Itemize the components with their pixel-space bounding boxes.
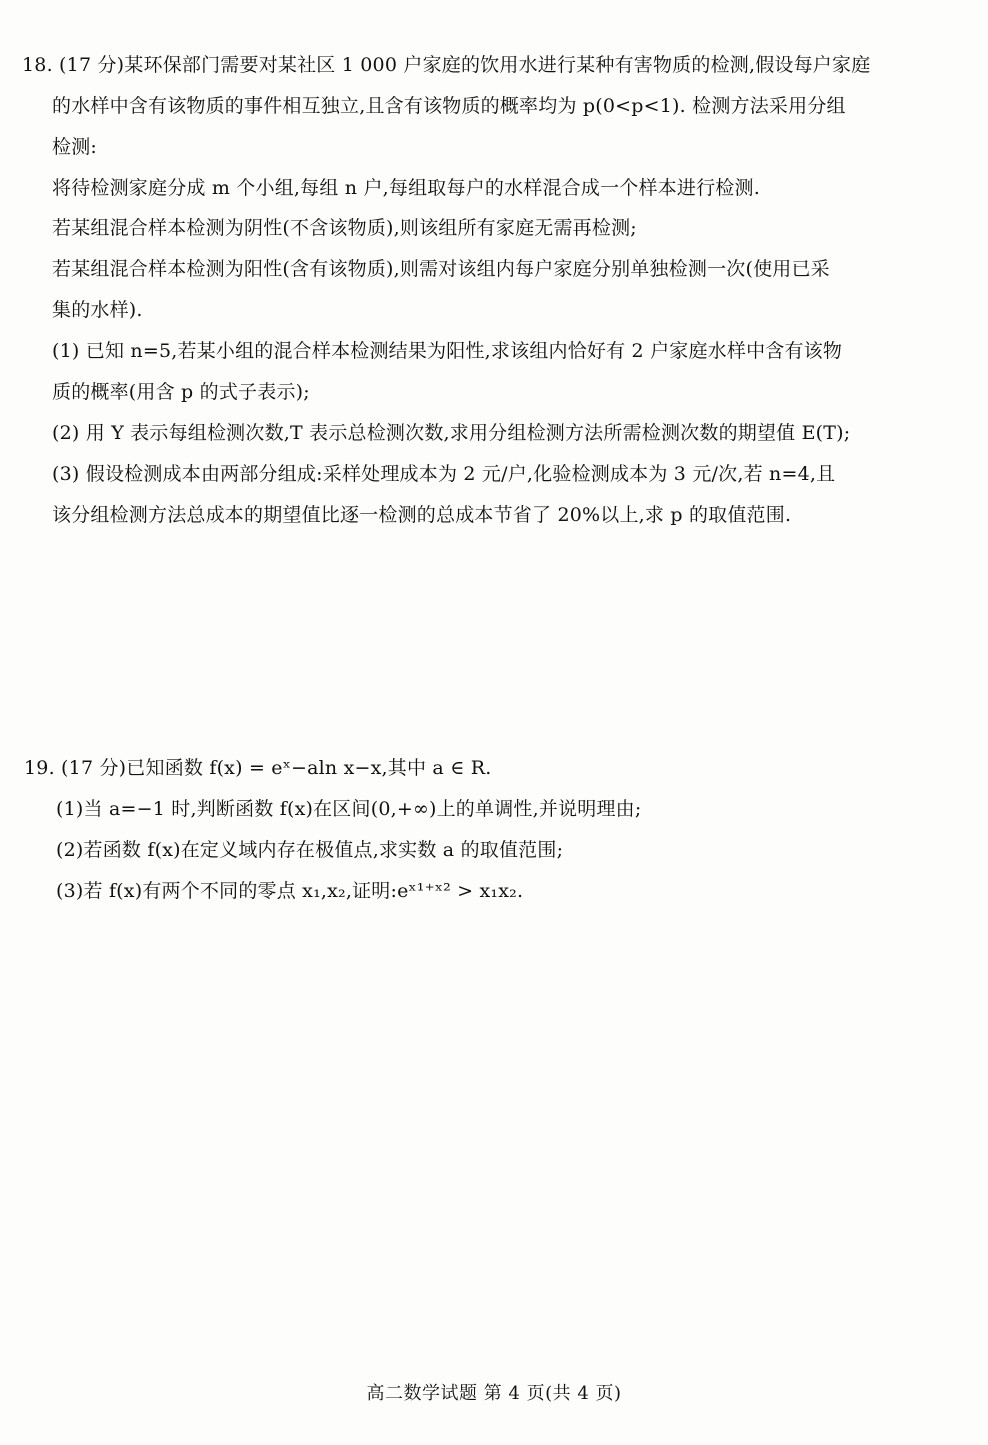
q18-part-1-line-1: (1) 已知 n=5,若某小组的混合样本检测结果为阳性,求该组内恰好有 2 户家庭水样中含有该物 (52, 340, 843, 362)
q18-line-2: 的水样中含有该物质的事件相互独立,且含有该物质的概率均为 p(0<p<1). 检测方法采用分组 (52, 95, 846, 117)
q18-part-3-line-2: 该分组检测方法总成本的期望值比逐一检测的总成本节省了 20%以上,求 p 的取值范围. (52, 504, 792, 526)
q18-line-4: 将待检测家庭分成 m 个小组,每组 n 户,每组取每户的水样混合成一个样本进行检测. (52, 177, 760, 199)
q18-line-5: 若某组混合样本检测为阴性(不含该物质),则该组所有家庭无需再检测; (52, 217, 637, 239)
q18-part-2: (2) 用 Y 表示每组检测次数,T 表示总检测次数,求用分组检测方法所需检测次数的期望值 E(T); (52, 422, 851, 444)
q18-line-1: 18. (17 分)某环保部门需要对某社区 1 000 户家庭的饮用水进行某种有害物质的检测,假设每户家庭 (22, 54, 871, 76)
q18-part-1-line-2: 质的概率(用含 p 的式子表示); (52, 381, 310, 403)
q19-part-2: (2)若函数 f(x)在定义域内存在极值点,求实数 a 的取值范围; (56, 839, 564, 861)
q18-part-3-line-1: (3) 假设检测成本由两部分组成:采样处理成本为 2 元/户,化验检测成本为 3 元/次,若 n=4,且 (52, 463, 836, 485)
q19-line-1: 19. (17 分)已知函数 f(x) = eˣ−aln x−x,其中 a ∈ R. (24, 757, 492, 779)
q19-part-3: (3)若 f(x)有两个不同的零点 x₁,x₂,证明:eˣ¹⁺ˣ² > x₁x₂. (56, 880, 524, 902)
q18-line-6: 若某组混合样本检测为阳性(含有该物质),则需对该组内每户家庭分别单独检测一次(使用已采 (52, 258, 830, 280)
page-footer: 高二数学试题 第 4 页(共 4 页) (366, 1383, 622, 1404)
q18-line-7: 集的水样). (52, 299, 143, 321)
q19-part-1: (1)当 a=−1 时,判断函数 f(x)在区间(0,+∞)上的单调性,并说明理由; (56, 798, 642, 820)
q18-line-3: 检测: (52, 136, 98, 158)
